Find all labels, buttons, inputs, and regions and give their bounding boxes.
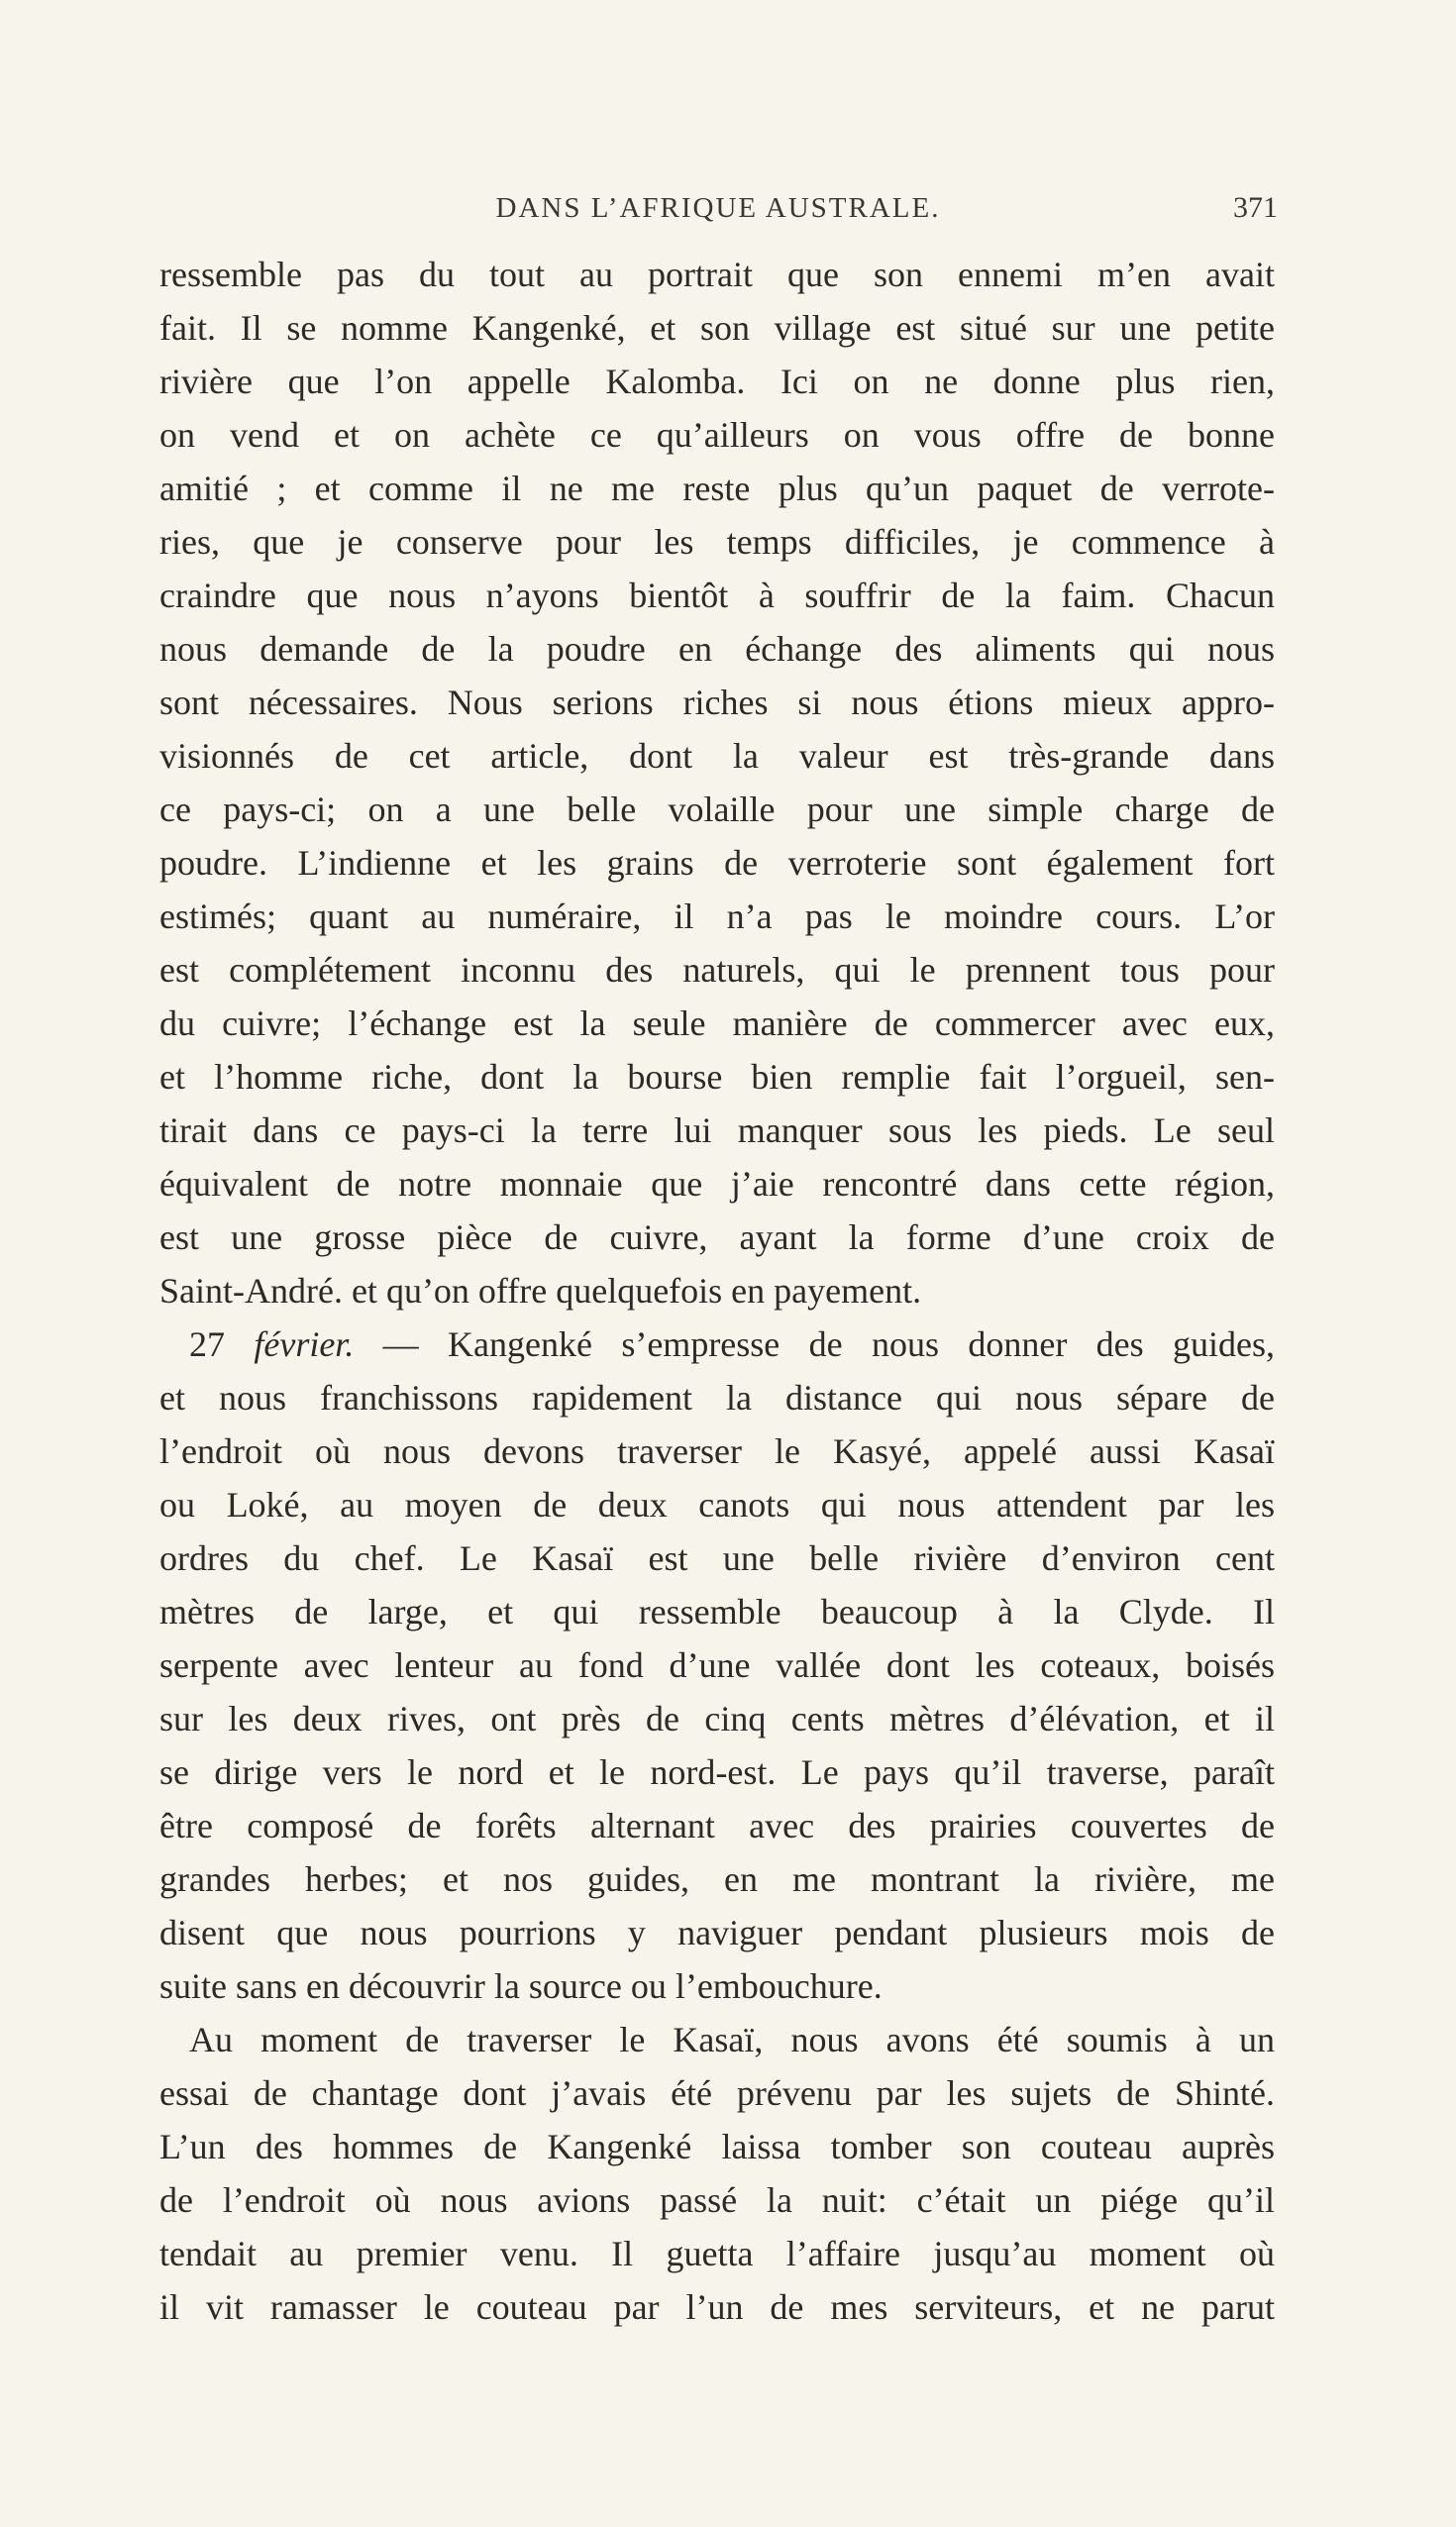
text-line: du cuivre; l’échange est la seule manière de commercer avec eux, (159, 1003, 1275, 1043)
text-line: et nous franchissons rapidement la distance qui nous sépare de (159, 1378, 1275, 1418)
text-line: suite sans en découvrir la source ou l’embouchure. (159, 1966, 883, 2006)
body-text (159, 248, 1275, 2334)
text-line: de l’endroit où nous avions passé la nuit: c’était un piége qu’il (159, 2180, 1275, 2220)
text-line: ordres du chef. Le Kasaï est une belle rivière d’environ cent (159, 1538, 1275, 1578)
text-line: amitié ; et comme il ne me reste plus qu’un paquet de verrote- (159, 469, 1275, 508)
entry-date-number: 27 (189, 1324, 225, 1364)
entry-date-label: février. (254, 1324, 355, 1364)
text-line: fait. Il se nomme Kangenké, et son village est situé sur une petite (159, 308, 1275, 348)
text-line: se dirige vers le nord et le nord-est. Le pays qu’il traverse, paraît (159, 1752, 1275, 1792)
text-line: on vend et on achète ce qu’ailleurs on vous offre de bonne (159, 415, 1275, 455)
text-line: sont nécessaires. Nous serions riches si nous étions mieux appro- (159, 683, 1275, 722)
text-line: ries, que je conserve pour les temps difficiles, je commence à (159, 522, 1275, 562)
text-line: nous demande de la poudre en échange des aliments qui nous (159, 629, 1275, 669)
text-line: visionnés de cet article, dont la valeur est très-grande dans (159, 736, 1275, 776)
text-line: ou Loké, au moyen de deux canots qui nous attendent par les (159, 1485, 1275, 1525)
text-line: équivalent de notre monnaie que j’aie rencontré dans cette région, (159, 1164, 1275, 1204)
text-line: tirait dans ce pays-ci la terre lui manquer sous les pieds. Le seul (159, 1110, 1275, 1150)
text-line: sur les deux rives, ont près de cinq cents mètres d’élévation, et il (159, 1699, 1275, 1738)
text-line: et l’homme riche, dont la bourse bien remplie fait l’orgueil, sen- (159, 1057, 1275, 1097)
text-line: mètres de large, et qui ressemble beaucoup à la Clyde. Il (159, 1592, 1275, 1632)
text-line: il vit ramasser le couteau par l’un de mes serviteurs, et ne parut (159, 2287, 1275, 2327)
text-line: être composé de forêts alternant avec des prairies couvertes de (159, 1806, 1275, 1845)
text-line: l’endroit où nous devons traverser le Kasyé, appelé aussi Kasaï (159, 1431, 1275, 1471)
entry-first-line (159, 1317, 1275, 1371)
running-title: DANS L’AFRIQUE AUSTRALE. (495, 192, 941, 224)
text-line: grandes herbes; et nos guides, en me montrant la rivière, me (159, 1859, 1275, 1899)
entry-first-line-text: — Kangenké s’empresse de nous donner des guides, (354, 1324, 1275, 1364)
text-line: rivière que l’on appelle Kalomba. Ici on ne donne plus rien, (159, 362, 1275, 401)
text-line: ressemble pas du tout au portrait que son ennemi m’en avait (159, 255, 1275, 294)
text-line: poudre. L’indienne et les grains de verroterie sont également fort (159, 843, 1275, 883)
text-line: L’un des hommes de Kangenké laissa tomber son couteau auprès (159, 2127, 1275, 2166)
text-line: serpente avec lenteur au fond d’une vallée dont les coteaux, boisés (159, 1645, 1275, 1685)
text-line: craindre que nous n’ayons bientôt à souffrir de la faim. Chacun (159, 576, 1275, 615)
text-line: estimés; quant au numéraire, il n’a pas le moindre cours. L’or (159, 896, 1275, 936)
text-line: essai de chantage dont j’avais été prévenu par les sujets de Shinté. (159, 2073, 1275, 2113)
page-header (158, 188, 1278, 228)
text-line: Saint-André. et qu’on offre quelquefois en payement. (159, 1271, 922, 1311)
text-line: est complétement inconnu des naturels, qui le prennent tous pour (159, 950, 1275, 990)
page-number: 371 (1233, 191, 1278, 224)
text-line: Au moment de traverser le Kasaï, nous avons été soumis à un (189, 2020, 1275, 2059)
text-line: est une grosse pièce de cuivre, ayant la forme d’une croix de (159, 1217, 1275, 1257)
text-line: ce pays-ci; on a une belle volaille pour une simple charge de (159, 790, 1275, 829)
text-line: disent que nous pourrions y naviguer pendant plusieurs mois de (159, 1913, 1275, 1952)
text-line: tendait au premier venu. Il guetta l’affaire jusqu’au moment où (159, 2234, 1275, 2273)
